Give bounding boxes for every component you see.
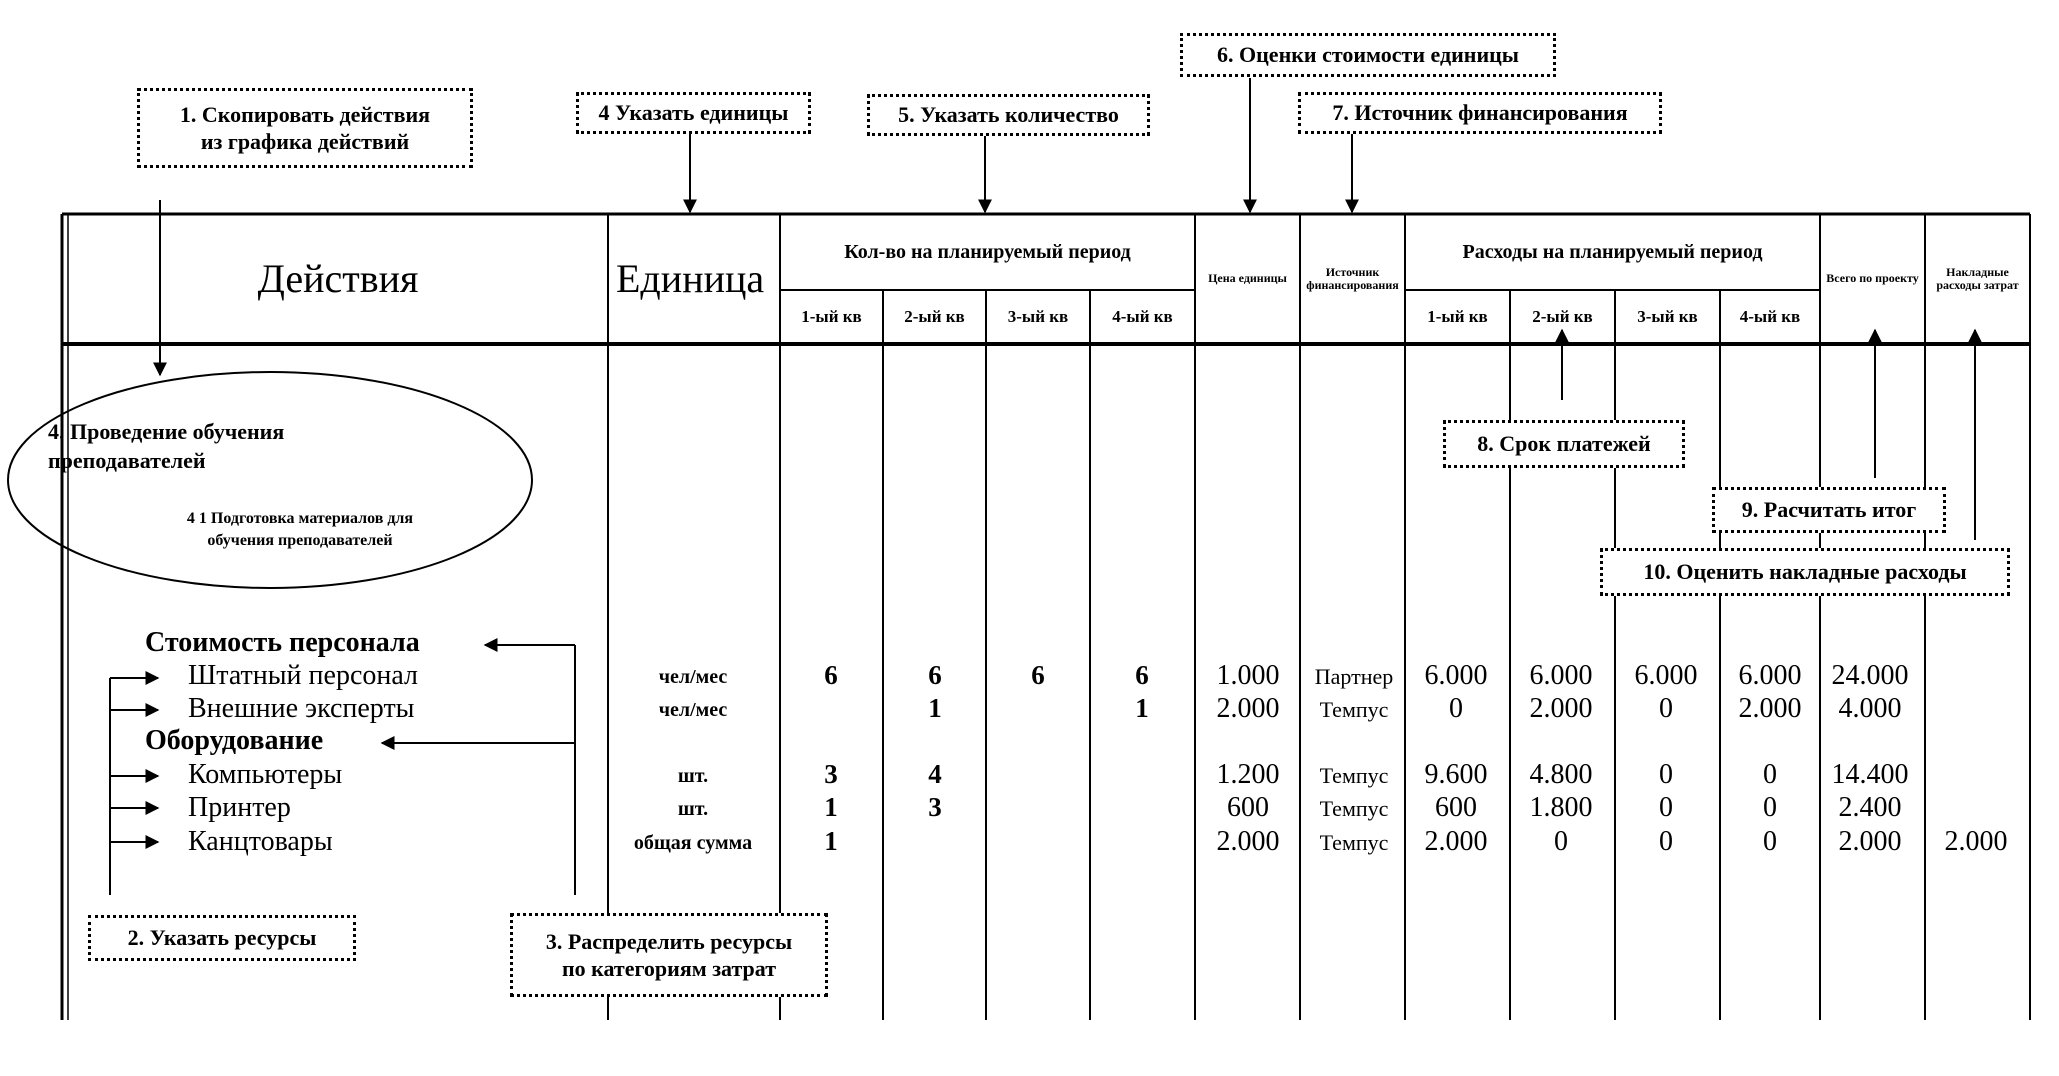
callout-calc-total: 9. Расчитать итог [1712, 487, 1946, 533]
row-unit: шт. [677, 765, 709, 787]
header-exp-q4: 4-ый кв [1739, 306, 1801, 326]
qty-q1: 1 [824, 826, 838, 856]
funding-source: Темпус [1319, 763, 1389, 788]
header-expense-period: Расходы на планируемый период [1462, 241, 1763, 263]
expense-q1: 2.000 [1424, 826, 1488, 857]
resource-name: Компьютеры [188, 759, 343, 790]
callout-overhead: 10. Оценить накладные расходы [1600, 548, 2010, 596]
qty-q2: 1 [928, 693, 942, 723]
header-qty-q2: 2-ый кв [904, 306, 965, 326]
qty-q1: 6 [824, 660, 838, 690]
row-unit: общая сумма [633, 832, 753, 854]
expense-q4: 2.000 [1738, 693, 1802, 724]
expense-q3: 6.000 [1634, 660, 1698, 691]
row-total: 2.000 [1838, 826, 1902, 857]
callout-copy-actions: 1. Скопировать действия из графика действий [137, 88, 473, 168]
qty-q3: 6 [1031, 660, 1045, 690]
callout-funding-source: 7. Источник финансирования [1298, 92, 1662, 134]
expense-q1: 0 [1449, 693, 1463, 724]
qty-q2: 3 [928, 792, 942, 822]
callout-unit-cost: 6. Оценки стоимости единицы [1180, 33, 1556, 77]
expense-q2: 4.800 [1529, 759, 1593, 790]
qty-q2: 4 [928, 759, 942, 789]
unit-price: 2.000 [1216, 693, 1280, 724]
expense-q4: 0 [1763, 759, 1777, 790]
callout-specify-resources: 2. Указать ресурсы [88, 915, 356, 961]
row-total: 4.000 [1838, 693, 1902, 724]
callout-payment-period: 8. Срок платежей [1443, 420, 1685, 468]
row-total: 14.400 [1831, 759, 1909, 790]
expense-q2: 2.000 [1529, 693, 1593, 724]
expense-q1: 600 [1435, 792, 1477, 823]
header-qty-q3: 3-ый кв [1007, 306, 1069, 326]
activity-sub: 4 1 Подготовка материалов для обучения преподавателей [186, 510, 414, 549]
resource-name: Внешние эксперты [188, 693, 415, 724]
expense-q1: 9.600 [1424, 759, 1488, 790]
resource-name: Штатный персонал [188, 660, 419, 691]
funding-source: Партнер [1314, 664, 1394, 689]
qty-q2: 6 [928, 660, 942, 690]
expense-q2: 1.800 [1529, 792, 1593, 823]
expense-q2: 0 [1554, 826, 1568, 857]
expense-q3: 0 [1659, 826, 1673, 857]
qty-q4: 1 [1135, 693, 1149, 723]
expense-q3: 0 [1659, 792, 1673, 823]
expense-q4: 0 [1763, 826, 1777, 857]
header-overhead: Накладные расходы затрат [1936, 264, 2019, 292]
header-actions: Действия [257, 256, 419, 301]
header-qty-q1: 1-ый кв [801, 306, 862, 326]
unit-price: 1.200 [1216, 759, 1280, 790]
unit-price: 2.000 [1216, 826, 1280, 857]
expense-q4: 6.000 [1738, 660, 1802, 691]
resource-name: Канцтовары [188, 826, 333, 857]
expense-q3: 0 [1659, 693, 1673, 724]
header-funding-source: Источник финансирования [1306, 264, 1399, 292]
header-unit-price: Цена единицы [1208, 271, 1287, 286]
row-unit: чел/мес [658, 699, 728, 721]
expense-q2: 6.000 [1529, 660, 1593, 691]
callout-specify-units: 4 Указать единицы [576, 92, 811, 134]
header-qty-q4: 4-ый кв [1112, 306, 1173, 326]
callout-allocate-resources: 3. Распределить ресурсы по категориям затрат [510, 913, 828, 997]
row-unit: шт. [677, 798, 709, 820]
unit-price: 1.000 [1216, 660, 1280, 691]
resource-name: Принтер [188, 792, 291, 823]
row-total: 24.000 [1831, 660, 1909, 691]
expense-q4: 0 [1763, 792, 1777, 823]
callout-specify-quantity: 5. Указать количество [867, 94, 1150, 136]
expense-q1: 6.000 [1424, 660, 1488, 691]
expense-q3: 0 [1659, 759, 1673, 790]
row-unit: чел/мес [658, 666, 728, 688]
header-exp-q1: 1-ый кв [1427, 306, 1488, 326]
category-equipment: Оборудование [145, 725, 324, 756]
funding-source: Темпус [1319, 697, 1389, 722]
category-personnel: Стоимость персонала [145, 627, 420, 658]
activity-main: 4. Проведение обучения преподавателей [48, 419, 285, 473]
header-unit: Единица [616, 256, 765, 301]
header-exp-q2: 2-ый кв [1532, 306, 1593, 326]
unit-price: 600 [1227, 792, 1269, 823]
funding-source: Темпус [1319, 796, 1389, 821]
funding-source: Темпус [1319, 830, 1389, 855]
header-quantity-period: Кол-во на планируемый период [844, 241, 1131, 263]
qty-q4: 6 [1135, 660, 1149, 690]
qty-q1: 3 [824, 759, 838, 789]
qty-q1: 1 [824, 792, 838, 822]
row-total: 2.400 [1838, 792, 1902, 823]
header-total: Всего по проекту [1826, 271, 1919, 286]
header-exp-q3: 3-ый кв [1637, 306, 1698, 326]
row-overhead: 2.000 [1944, 826, 2008, 857]
